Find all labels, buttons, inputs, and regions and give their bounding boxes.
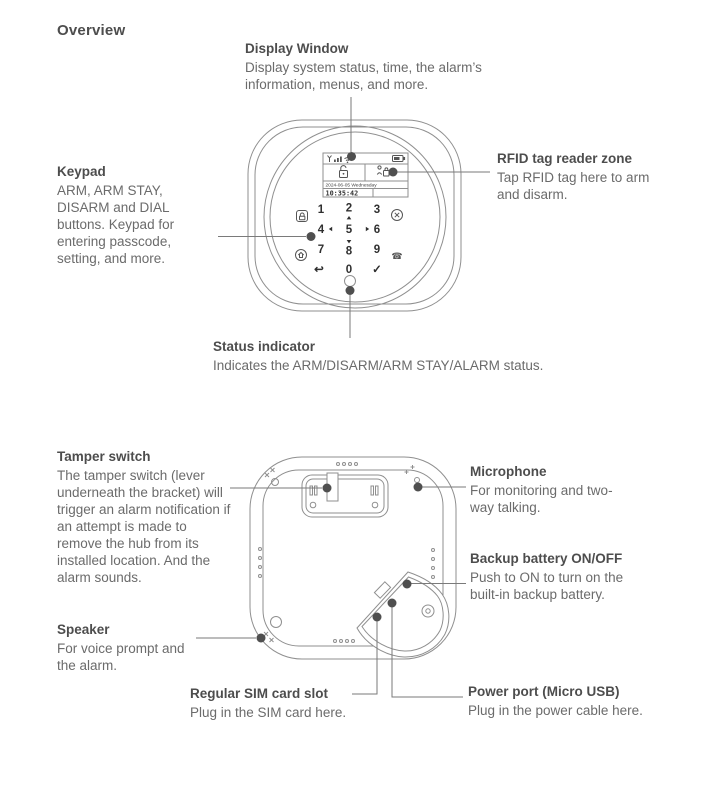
- speaker-leader-dot: [257, 634, 266, 643]
- label-tamper-body: The tamper switch (lever underneath the bracket) will trigger an alarm notification if an attempt is made to remove the hub from its installed location. And the alarm sounds.: [57, 468, 231, 585]
- tamper-leader-dot: [323, 484, 332, 493]
- label-keypad-title: Keypad: [57, 164, 106, 179]
- label-rfid-body: Tap RFID tag here to arm and disarm.: [497, 170, 650, 202]
- keypad-key-2: 2: [345, 202, 353, 215]
- keypad-leader-dot: [307, 232, 316, 241]
- keypad: [314, 203, 382, 277]
- label-sim-title: Regular SIM card slot: [190, 686, 329, 701]
- label-status-indicator-title: Status indicator: [213, 339, 316, 354]
- status-leader-dot: [346, 286, 355, 295]
- microphone-leader-dot: [414, 483, 423, 492]
- label-power-title: Power port (Micro USB): [468, 684, 620, 699]
- keypad-key-6: 6: [373, 224, 381, 236]
- dial-key-icon: ☎: [391, 252, 403, 262]
- rfid-leader-dot: [389, 168, 398, 177]
- status-indicator-led: [345, 276, 356, 287]
- label-status-indicator-body: Indicates the ARM/DISARM/ARM STAY/ALARM status.: [213, 358, 544, 373]
- label-battery: [470, 551, 648, 603]
- battery-leader-dot: [403, 580, 412, 589]
- label-sim: [190, 686, 390, 721]
- keypad-key-1: 1: [317, 204, 325, 216]
- mounting-bracket: [302, 473, 388, 517]
- front-device-diagram: [248, 120, 461, 311]
- label-rfid-title: RFID tag reader zone: [497, 151, 633, 166]
- label-keypad-body: ARM, ARM STAY, DISARM and DIAL buttons. Keypad for entering passcode, setting, and more.: [57, 183, 175, 266]
- keypad-key-3: 3: [373, 204, 381, 216]
- sim-leader-dot: [373, 613, 382, 622]
- label-speaker: [57, 622, 197, 674]
- disarm-key-icon: [392, 210, 403, 221]
- page-title: Overview: [57, 22, 126, 39]
- keypad-key-back: ↩: [314, 264, 324, 276]
- label-keypad: [57, 164, 199, 267]
- nav-right-icon: [366, 227, 369, 232]
- speaker-grille: [264, 617, 282, 643]
- arm-key-icon: [297, 211, 308, 222]
- keypad-key-9: 9: [373, 244, 381, 256]
- label-microphone-body: For monitoring and two-way talking.: [470, 483, 613, 515]
- keypad-key-0: 0: [345, 264, 353, 276]
- label-display-window-body: Display system status, time, the alarm’s information, menus, and more.: [245, 60, 482, 92]
- label-power-body: Plug in the power cable here.: [468, 703, 643, 718]
- display-leader-dot: [347, 152, 356, 161]
- label-tamper: [57, 449, 235, 586]
- nav-down-icon: [347, 240, 352, 243]
- label-speaker-body: For voice prompt and the alarm.: [57, 641, 185, 673]
- label-status-indicator: [213, 339, 653, 374]
- label-microphone: [470, 464, 620, 516]
- arm-stay-key-icon: [296, 250, 307, 261]
- label-power: [468, 684, 683, 719]
- label-display-window-title: Display Window: [245, 41, 349, 56]
- power-leader-dot: [388, 599, 397, 608]
- label-sim-body: Plug in the SIM card here.: [190, 705, 347, 720]
- keypad-key-confirm: ✓: [372, 264, 382, 276]
- label-rfid: [497, 151, 659, 203]
- display-time: 10:35:42: [325, 189, 359, 198]
- keypad-key-8: 8: [345, 245, 353, 258]
- nav-left-icon: [329, 227, 332, 232]
- label-tamper-title: Tamper switch: [57, 449, 151, 464]
- label-display-window: [245, 41, 497, 93]
- microphone-hole: [415, 478, 420, 483]
- label-speaker-title: Speaker: [57, 622, 110, 637]
- label-microphone-title: Microphone: [470, 464, 547, 479]
- label-battery-title: Backup battery ON/OFF: [470, 551, 623, 566]
- display-date: 2024-06-05 Wednesday: [325, 183, 377, 189]
- keypad-key-7: 7: [317, 244, 325, 256]
- label-battery-body: Push to ON to turn on the built-in backup battery.: [470, 570, 624, 602]
- nav-up-icon: [347, 216, 352, 219]
- keypad-key-5: 5: [345, 224, 353, 236]
- front-outer-shell: [248, 120, 461, 311]
- keypad-key-4: 4: [317, 224, 325, 236]
